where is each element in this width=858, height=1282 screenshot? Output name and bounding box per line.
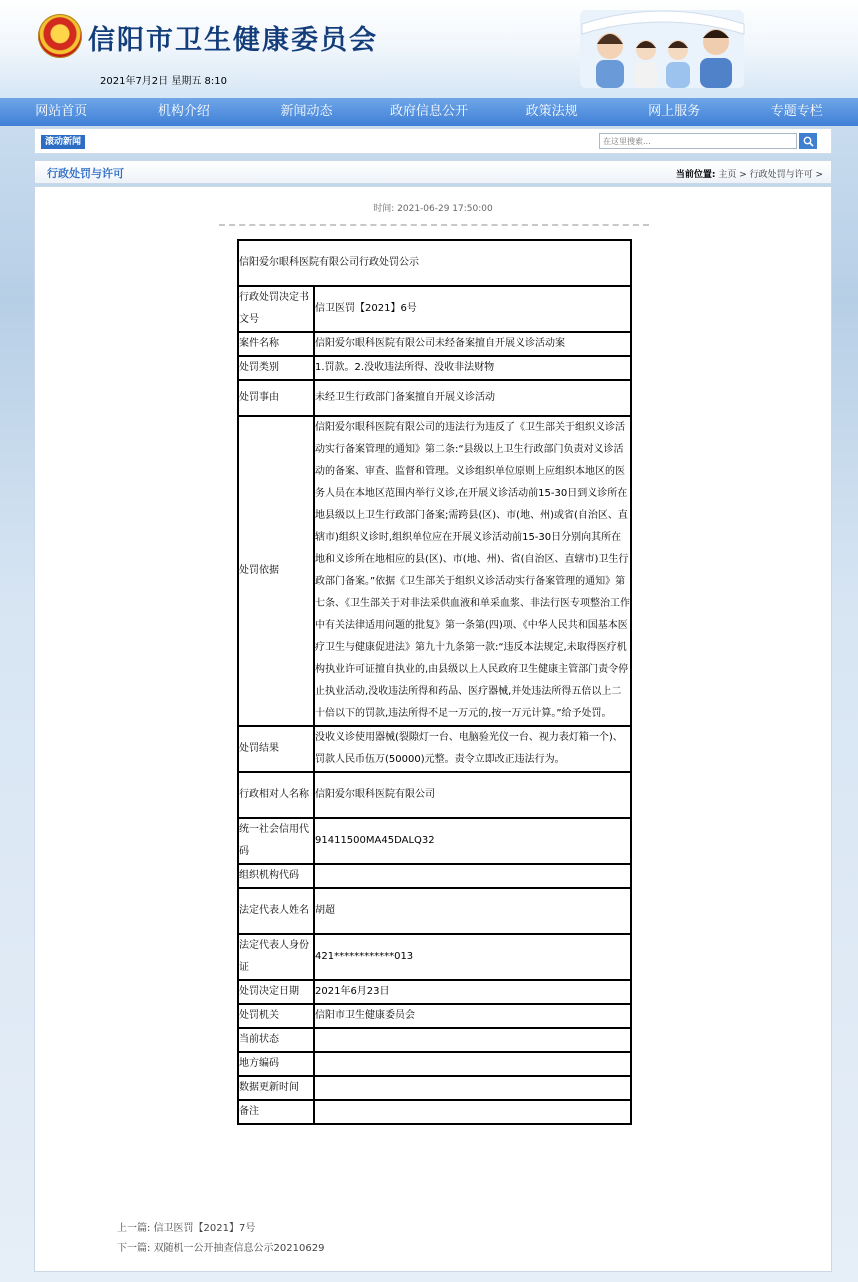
site-title[interactable]: 信阳市卫生健康委员会 [88, 25, 378, 56]
next-label: 下一篇: [117, 1243, 151, 1254]
row-key: 处罚事由 [238, 380, 314, 416]
row-value: 1.罚款。2.没收违法所得、没收非法财物 [314, 356, 631, 380]
table-row [238, 888, 631, 934]
row-key: 处罚依据 [238, 416, 314, 726]
nav-special[interactable]: 专题专栏 [770, 104, 823, 119]
row-value: 未经卫生行政部门备案擅自开展义诊活动 [314, 380, 631, 416]
row-value: 没收义诊使用器械(裂隙灯一台、电脑验光仪一台、视力表灯箱一个)、罚款人民币伍万(50000)元整。责令立即改正违法行为。 [314, 726, 631, 772]
table-row [238, 1100, 631, 1124]
row-key: 处罚机关 [238, 1004, 314, 1028]
prev-label: 上一篇: [117, 1223, 151, 1234]
table-row [238, 380, 631, 416]
section-title[interactable]: 行政处罚与许可 [47, 167, 124, 180]
row-value [314, 1052, 631, 1076]
row-value: 信阳爱尔眼科医院有限公司 [314, 772, 631, 818]
divider [219, 224, 649, 226]
nav-gov-info[interactable]: 政府信息公开 [390, 104, 469, 119]
row-value: 2021年6月23日 [314, 980, 631, 1004]
nav-about[interactable]: 机构介绍 [157, 104, 210, 119]
row-key: 备注 [238, 1100, 314, 1124]
scrolling-news-tag: 滚动新闻 [41, 135, 85, 149]
row-value [314, 1076, 631, 1100]
row-value [314, 864, 631, 888]
prev-article-link[interactable]: 信卫医罚【2021】7号 [153, 1223, 256, 1234]
row-key: 处罚决定日期 [238, 980, 314, 1004]
next-article [117, 1239, 324, 1259]
national-emblem-icon [38, 14, 82, 58]
row-key: 行政相对人名称 [238, 772, 314, 818]
row-key: 法定代表人身份证 [238, 934, 314, 980]
row-key: 当前状态 [238, 1028, 314, 1052]
row-key: 行政处罚决定书文号 [238, 286, 314, 332]
article-content [34, 186, 832, 1272]
site-header [0, 0, 858, 98]
table-row [238, 772, 631, 818]
publish-time: 时间: 2021-06-29 17:50:00 [373, 204, 493, 214]
penalty-table [237, 239, 632, 1125]
breadcrumb-path[interactable]: 主页 > 行政处罚与许可 > [718, 170, 823, 180]
row-value: 信卫医罚【2021】6号 [314, 286, 631, 332]
row-value: 胡超 [314, 888, 631, 934]
scrolling-news-bar [34, 128, 832, 154]
main-nav [0, 98, 858, 126]
breadcrumb-label: 当前位置: [675, 170, 716, 180]
nav-online-service[interactable]: 网上服务 [648, 104, 701, 119]
table-row [238, 1076, 631, 1100]
current-date: 2021年7月2日 星期五 8:10 [100, 76, 227, 87]
family-banner-image [574, 4, 750, 92]
nav-news[interactable]: 新闻动态 [280, 104, 333, 119]
table-row [238, 980, 631, 1004]
table-row [238, 934, 631, 980]
row-value [314, 1028, 631, 1052]
table-row [238, 1028, 631, 1052]
row-value: 信阳市卫生健康委员会 [314, 1004, 631, 1028]
section-header [34, 160, 832, 184]
row-key: 地方编码 [238, 1052, 314, 1076]
row-key: 数据更新时间 [238, 1076, 314, 1100]
table-title-row [238, 240, 631, 286]
table-row [238, 818, 631, 864]
prev-article [117, 1219, 324, 1239]
search-button[interactable] [799, 133, 817, 149]
table-row [238, 356, 631, 380]
row-key: 案件名称 [238, 332, 314, 356]
next-article-link[interactable]: 双随机一公开抽查信息公示20210629 [153, 1243, 325, 1254]
table-title: 信阳爱尔眼科医院有限公司行政处罚公示 [238, 240, 631, 286]
nav-home[interactable]: 网站首页 [35, 104, 88, 119]
table-row [238, 286, 631, 332]
row-value: 信阳爱尔眼科医院有限公司未经备案擅自开展义诊活动案 [314, 332, 631, 356]
search-icon [803, 136, 814, 147]
row-key: 处罚结果 [238, 726, 314, 772]
table-row [238, 416, 631, 726]
row-key: 法定代表人姓名 [238, 888, 314, 934]
article-pager [117, 1219, 324, 1259]
breadcrumb [676, 167, 823, 180]
row-key: 处罚类别 [238, 356, 314, 380]
table-row [238, 726, 631, 772]
row-value: 91411500MA45DALQ32 [314, 818, 631, 864]
row-key: 组织机构代码 [238, 864, 314, 888]
nav-policy[interactable]: 政策法规 [525, 104, 578, 119]
row-key: 统一社会信用代码 [238, 818, 314, 864]
table-row [238, 864, 631, 888]
table-row [238, 1052, 631, 1076]
row-value: 421************013 [314, 934, 631, 980]
row-value: 信阳爱尔眼科医院有限公司的违法行为违反了《卫生部关于组织义诊活动实行备案管理的通知》第二条:“县级以上卫生行政部门负责对义诊活动的备案、审查、监督和管理。义诊组织单位原则上应组织本地区的医务人员在本地区范围内举行义诊,在开展义诊活动前15-30日到义诊所在地县级以上卫生行政部门备案;需跨县(区)、市(地、州)或省(自治区、直辖市)组织义诊时,组织单位应在开展义诊活动前15-30日分别向其所在地和义诊所在地相应的县(区)、市(地、州)、省(自治区、直辖市)卫生行政部门备案。”依据《卫生部关于组织义诊活动实行备案管理的通知》第七条、《卫生部关于对非法采供血液和单采血浆、非法行医专项整治工作中有关法律适用问题的批复》第一条第(四)项、《中华人民共和国基本医疗卫生与健康促进法》第九十九条第一款:“违反本法规定,未取得医疗机构执业许可证擅自执业的,由县级以上人民政府卫生健康主管部门责令停止执业活动,没收违法所得和药品、医疗器械,并处违法所得五倍以上二十倍以下的罚款,违法所得不足一万元的,按一万元计算。”给予处罚。 [314, 416, 631, 726]
table-row [238, 1004, 631, 1028]
search-input[interactable] [599, 133, 797, 149]
table-row [238, 332, 631, 356]
row-value [314, 1100, 631, 1124]
